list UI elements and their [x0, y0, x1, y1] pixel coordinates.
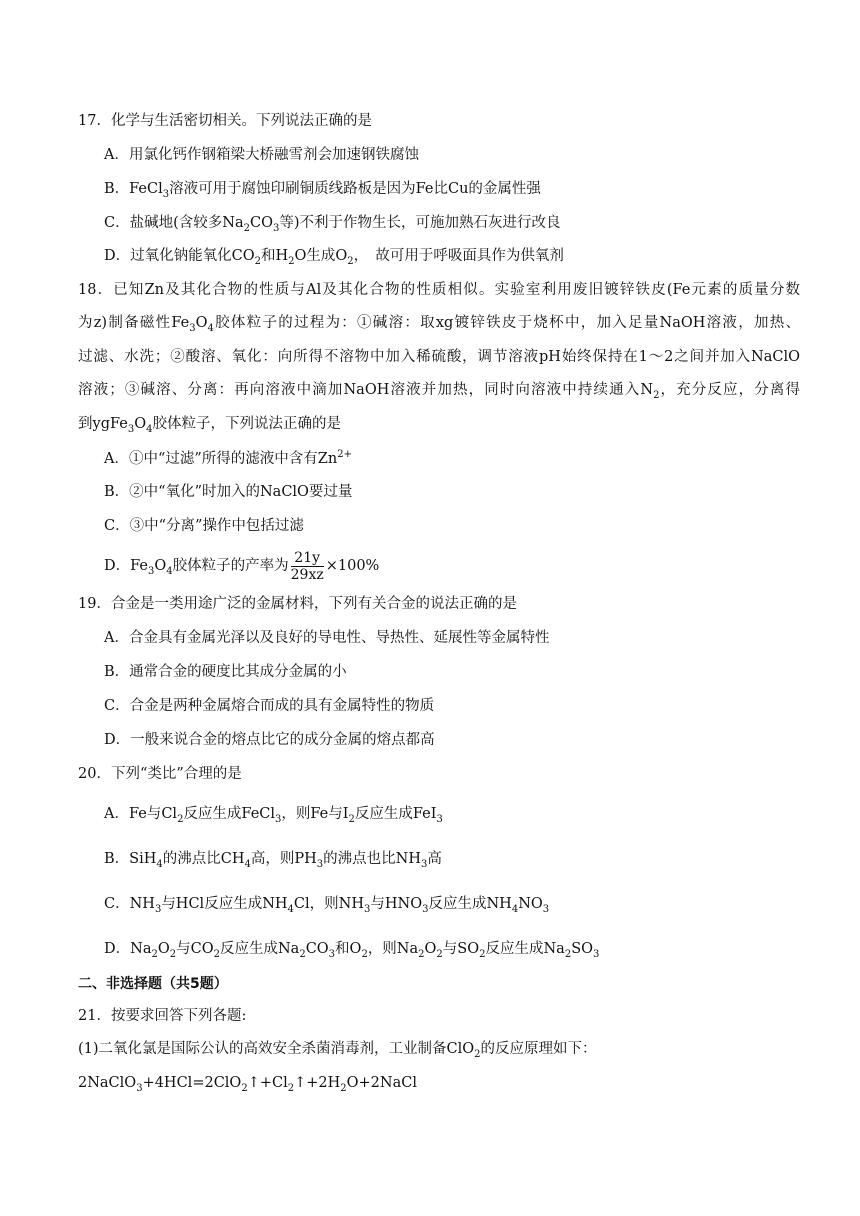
question-21-stem: 21．按要求回答下列各题:	[78, 1008, 247, 1024]
q18-option-c: C．③中“分离”操作中包括过滤	[104, 518, 304, 534]
question-18-line-2: 为z)制备磁性$Fe_3O_4$胶体粒子的过程为：①碱溶：取xg镀锌铁皮于烧杯中，加入足量NaOH溶液，加热、	[78, 315, 800, 334]
q17-option-a: A．用氯化钙作钢箱梁大桥融雪剂会加速钢铁腐蚀	[104, 147, 419, 163]
q20-option-d: D．$Na_2O_2$与$CO_2$反应生成$Na_2CO_3$和$O_2$，则$Na_2O_2$与$SO_2$反应生成$Na_2SO_3$	[104, 941, 600, 960]
q20-option-a: A．Fe与$Cl_2$反应生成FeCl$_3$，则Fe与$I_2$反应生成FeI$_3$	[104, 806, 443, 825]
q19-option-b: B．通常合金的硬度比其成分金属的小	[104, 664, 347, 680]
q19-option-d: D．一般来说合金的熔点比它的成分金属的熔点都高	[104, 732, 435, 748]
q17-option-c: C．盐碱地(含较多$Na_2CO_3$等)不利于作物生长，可施加熟石灰进行改良	[104, 215, 561, 234]
question-18-line-5: 到$ygFe_3O_4$胶体粒子，下列说法正确的是	[78, 416, 341, 435]
question-18-line-4: 溶液；③碱溶、分离：再向溶液中滴加NaOH溶液并加热，同时向溶液中持续通入$N_2$，充分反应，分离得	[78, 382, 800, 401]
q18-option-a: A．①中“过滤”所得的滤液中含有$Zn^{2+}$	[104, 449, 352, 467]
question-19-stem: 19．合金是一类用途广泛的金属材料，下列有关合金的说法正确的是	[78, 596, 517, 612]
q20-option-c: C．$NH_3$与HCl反应生成$NH_4Cl$，则$NH_3$与$HNO_3$反应生成$NH_4NO_3$	[104, 896, 550, 915]
q17-option-b: B．FeCl$_3$溶液可用于腐蚀印刷铜质线路板是因为Fe比Cu的金属性强	[104, 181, 541, 200]
question-18-line-1: 18．已知Zn及其化合物的性质与Al及其化合物的性质相似。实验室利用废旧镀锌铁皮(Fe元素的质量分数	[78, 282, 800, 298]
q20-option-b: B．SiH$_4$的沸点比$CH_4$高，则$PH_3$的沸点也比$NH_3$高	[104, 851, 442, 870]
question-21-part-1: (1)二氧化氯是国际公认的高效安全杀菌消毒剂，工业制备ClO$_2$的反应原理如下：	[78, 1041, 597, 1060]
q19-option-c: C．合金是两种金属熔合而成的具有金属特性的物质	[104, 698, 435, 714]
yield-fraction: $\frac{21y}{29xz}$	[290, 549, 324, 583]
reaction-equation: $2NaClO_3+4HCl=2ClO_2↑+Cl_2↑+2H_2O+2NaCl$	[78, 1075, 417, 1094]
question-17-stem: 17．化学与生活密切相关。下列说法正确的是	[78, 113, 372, 129]
q19-option-a: A．合金具有金属光泽以及良好的导电性、导热性、延展性等金属特性	[104, 630, 550, 646]
q17-option-d: D．过氧化钠能氧化$CO_2$和$H_2O$生成$O_2$， 故可用于呼吸面具作为供氧剂	[104, 248, 564, 267]
question-18-line-3: 过滤、水洗；②酸溶、氧化：向所得不溶物中加入稀硫酸，调节溶液pH始终保持在1～2之间并加入NaClO	[78, 349, 800, 365]
question-20-stem: 20．下列“类比”合理的是	[78, 766, 242, 782]
q18-option-d: D．$Fe_3O_4$胶体粒子的产率为 $\frac{21y}{29xz}$ ×100%	[104, 549, 380, 583]
section-heading: 二、非选择题（共5题）	[78, 976, 228, 992]
q18-option-b: B．②中“氧化”时加入的NaClO要过量	[104, 484, 353, 500]
